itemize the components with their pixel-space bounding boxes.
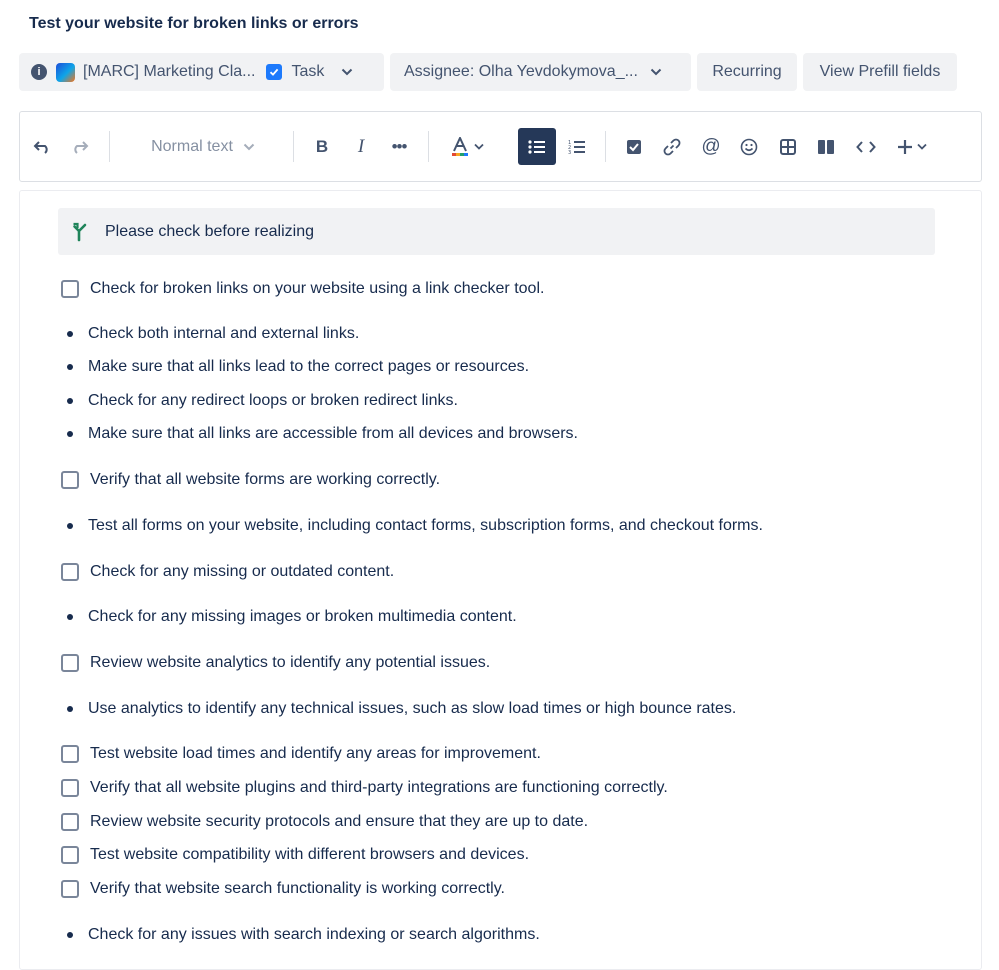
undo-button[interactable]: [28, 112, 56, 181]
bold-icon: B: [315, 136, 329, 156]
note-panel: [58, 208, 935, 255]
chevron-down-icon: [474, 143, 484, 150]
task-checkbox[interactable]: [61, 745, 79, 763]
emoji-button[interactable]: [735, 112, 763, 181]
table-button[interactable]: [774, 112, 802, 181]
code-icon: [856, 140, 876, 154]
rocket-icon: [56, 63, 75, 82]
emoji-icon: [740, 138, 758, 156]
info-icon[interactable]: i: [31, 64, 47, 80]
bullet-dot: [67, 706, 73, 712]
task-text: Test website load times and identify any areas for improvement.: [90, 745, 541, 762]
chevron-down-icon: [917, 143, 927, 150]
task-checkbox[interactable]: [61, 779, 79, 797]
numbered-list-button[interactable]: [560, 112, 594, 181]
redo-button[interactable]: [66, 112, 94, 181]
bullet-text: Check for any missing images or broken multimedia content.: [88, 608, 517, 625]
italic-button[interactable]: [347, 112, 375, 181]
task-text: Verify that all website forms are working correctly.: [90, 471, 441, 488]
task-item: [61, 810, 588, 834]
more-formatting-button[interactable]: [385, 112, 413, 181]
bullet-item: [67, 514, 763, 538]
checkbox-icon: [626, 139, 642, 155]
task-text: Review website security protocols and ensure that they are up to date.: [90, 813, 589, 830]
italic-icon: I: [357, 135, 365, 157]
text-color-icon: [451, 137, 469, 157]
task-checkbox[interactable]: [61, 563, 79, 581]
task-item: [61, 877, 505, 901]
bullet-dot: [67, 523, 73, 529]
bullet-item: [67, 605, 517, 629]
bullet-dot: [67, 331, 73, 337]
bullet-text: Check for any redirect loops or broken redirect links.: [88, 392, 458, 409]
divider: [109, 131, 110, 162]
task-item: [61, 843, 529, 867]
text-style-dropdown[interactable]: [138, 112, 268, 181]
text-style-label: Normal text: [151, 137, 233, 155]
divider: [293, 131, 294, 162]
task-checkbox[interactable]: [61, 471, 79, 489]
task-text: Verify that website search functionality is working correctly.: [90, 880, 505, 897]
svg-text:2: 2: [568, 144, 572, 151]
svg-text:3: 3: [568, 149, 572, 155]
divider: [428, 131, 429, 162]
prefill-label: View Prefill fields: [819, 63, 941, 80]
redo-icon: [70, 140, 90, 154]
chevron-down-icon[interactable]: [341, 68, 353, 76]
bullet-item: [67, 389, 458, 413]
bullet-item: [67, 322, 359, 346]
task-item: [61, 776, 668, 800]
mention-button[interactable]: [697, 112, 725, 181]
task-item: [61, 277, 544, 301]
bullet-dot: [67, 398, 73, 404]
task-checkbox[interactable]: [61, 813, 79, 831]
bold-button[interactable]: [308, 112, 336, 181]
recurring-button[interactable]: [697, 53, 797, 91]
task-type-icon: [266, 64, 282, 80]
layout-button[interactable]: [812, 112, 840, 181]
bullet-dot: [67, 431, 73, 437]
task-checkbox[interactable]: [61, 846, 79, 864]
task-item: [61, 560, 394, 584]
editor-toolbar: [19, 111, 982, 182]
plus-icon: [897, 139, 913, 155]
bullet-item: [67, 923, 540, 947]
bullet-dot: [67, 932, 73, 938]
svg-text:1: 1: [568, 139, 572, 146]
bullet-list-button[interactable]: [518, 128, 556, 165]
project-field[interactable]: [19, 53, 384, 91]
issue-type-label: Task: [291, 63, 325, 80]
branch-icon: [72, 222, 92, 242]
bullet-item: [67, 697, 736, 721]
recurring-label: Recurring: [712, 63, 782, 80]
bullet-dot: [67, 614, 73, 620]
panel-text: Please check before realizing: [105, 222, 315, 240]
bullet-text: Check both internal and external links.: [88, 325, 360, 342]
link-icon: [663, 138, 681, 156]
chevron-down-icon[interactable]: [650, 68, 662, 76]
task-text: Review website analytics to identify any potential issues.: [90, 654, 491, 671]
assignee-field[interactable]: [390, 53, 691, 91]
table-icon: [780, 139, 796, 155]
assignee-label: Assignee: Olha Yevdokymova_...: [404, 63, 638, 80]
task-text: Check for broken links on your website using a link checker tool.: [90, 280, 545, 297]
divider: [605, 131, 606, 162]
page-title: Test your website for broken links or errors: [29, 15, 359, 32]
task-item: [61, 468, 440, 492]
text-color-button[interactable]: [445, 112, 489, 181]
task-item: [61, 742, 541, 766]
task-checkbox[interactable]: [61, 880, 79, 898]
task-checkbox[interactable]: [61, 280, 79, 298]
project-label: [MARC] Marketing Cla...: [83, 63, 256, 80]
bullet-item: [67, 355, 529, 379]
numbered-list-icon: [568, 139, 586, 155]
task-text: Verify that all website plugins and third-party integrations are functioning correctly.: [90, 779, 668, 796]
undo-icon: [32, 140, 52, 154]
bullet-text: Check for any issues with search indexing or search algorithms.: [88, 926, 540, 943]
layout-icon: [817, 139, 835, 155]
view-prefill-fields-button[interactable]: [803, 53, 957, 91]
bullet-text: Make sure that all links are accessible from all devices and browsers.: [88, 425, 578, 442]
code-button[interactable]: [850, 112, 882, 181]
insert-button[interactable]: [892, 112, 932, 181]
bullet-text: Use analytics to identify any technical issues, such as slow load times or high bounce rates.: [88, 700, 737, 717]
task-text: Check for any missing or outdated content.: [90, 563, 395, 580]
task-checkbox[interactable]: [61, 654, 79, 672]
mention-icon: @: [701, 135, 721, 157]
more-icon: •••: [391, 136, 407, 156]
task-item: [61, 651, 490, 675]
bullet-list-icon: [528, 139, 546, 155]
bullet-text: Test all forms on your website, including contact forms, subscription forms, and checkout forms.: [88, 517, 763, 534]
bullet-item: [67, 422, 578, 446]
task-text: Test website compatibility with different browsers and devices.: [90, 846, 530, 863]
action-item-button[interactable]: [620, 112, 648, 181]
chevron-down-icon: [243, 143, 255, 151]
bullet-text: Make sure that all links lead to the correct pages or resources.: [88, 358, 530, 375]
link-button[interactable]: [658, 112, 686, 181]
bullet-dot: [67, 364, 73, 370]
